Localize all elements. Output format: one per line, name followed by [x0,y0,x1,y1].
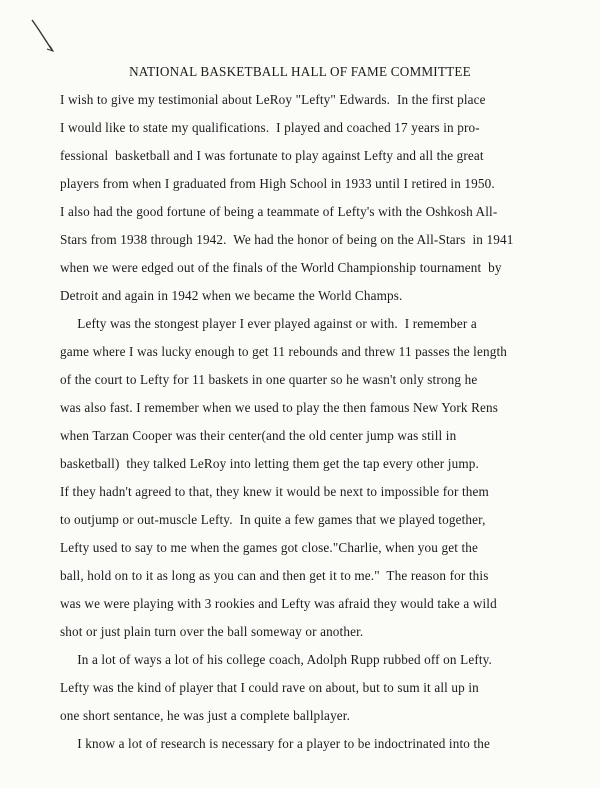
text-line: I know a lot of research is necessary for a player to be indoctrinated into the [60,736,491,751]
text-line: Detroit and again in 1942 when we became the World Champs. [60,288,403,303]
text-line: Lefty was the kind of player that I could rave on about, but to sum it all up in [60,680,479,695]
text-line: Stars from 1938 through 1942. We had the honor of being on the All-Stars in 1941 [60,232,514,247]
text-line: of the court to Lefty for 11 baskets in one quarter so he wasn't only strong he [60,372,478,387]
pen-mark [28,16,58,56]
text-line: fessional basketball and I was fortunate to play against Lefty and all the great [60,148,484,163]
text-line: players from when I graduated from High School in 1933 until I retired in 1950. [60,176,495,191]
text-line: I also had the good fortune of being a teammate of Lefty's with the Oshkosh All- [60,204,498,219]
text-line: shot or just plain turn over the ball someway or another. [60,624,364,639]
text-line: one short sentance, he was just a complete ballplayer. [60,708,351,723]
text-line: game where I was lucky enough to get 11 rebounds and threw 11 passes the length [60,344,508,359]
text-line: Lefty used to say to me when the games got close."Charlie, when you get the [60,540,479,555]
text-line: when Tarzan Cooper was their center(and the old center jump was still in [60,428,457,443]
text-line: to outjump or out-muscle Lefty. In quite a few games that we played together, [60,512,486,527]
text-line: was also fast. I remember when we used to play the then famous New York Rens [60,400,499,415]
text-line: when we were edged out of the finals of the World Championship tournament by [60,260,502,275]
document-title: NATIONAL BASKETBALL HALL OF FAME COMMITTEE [129,64,471,79]
text-line: Lefty was the stongest player I ever played against or with. I remember a [60,316,477,331]
text-line: was we were playing with 3 rookies and Lefty was afraid they would take a wild [60,596,497,611]
text-line: If they hadn't agreed to that, they knew it would be next to impossible for them [60,484,489,499]
text-line: In a lot of ways a lot of his college coach, Adolph Rupp rubbed off on Lefty. [60,652,493,667]
text-line: I would like to state my qualifications. I played and coached 17 years in pro- [60,120,480,135]
text-line: ball, hold on to it as long as you can and then get it to me." The reason for this [60,568,489,583]
text-line: I wish to give my testimonial about LeRoy "Lefty" Edwards. In the first place [60,92,486,107]
text-line: basketball) they talked LeRoy into letting them get the tap every other jump. [60,456,479,471]
